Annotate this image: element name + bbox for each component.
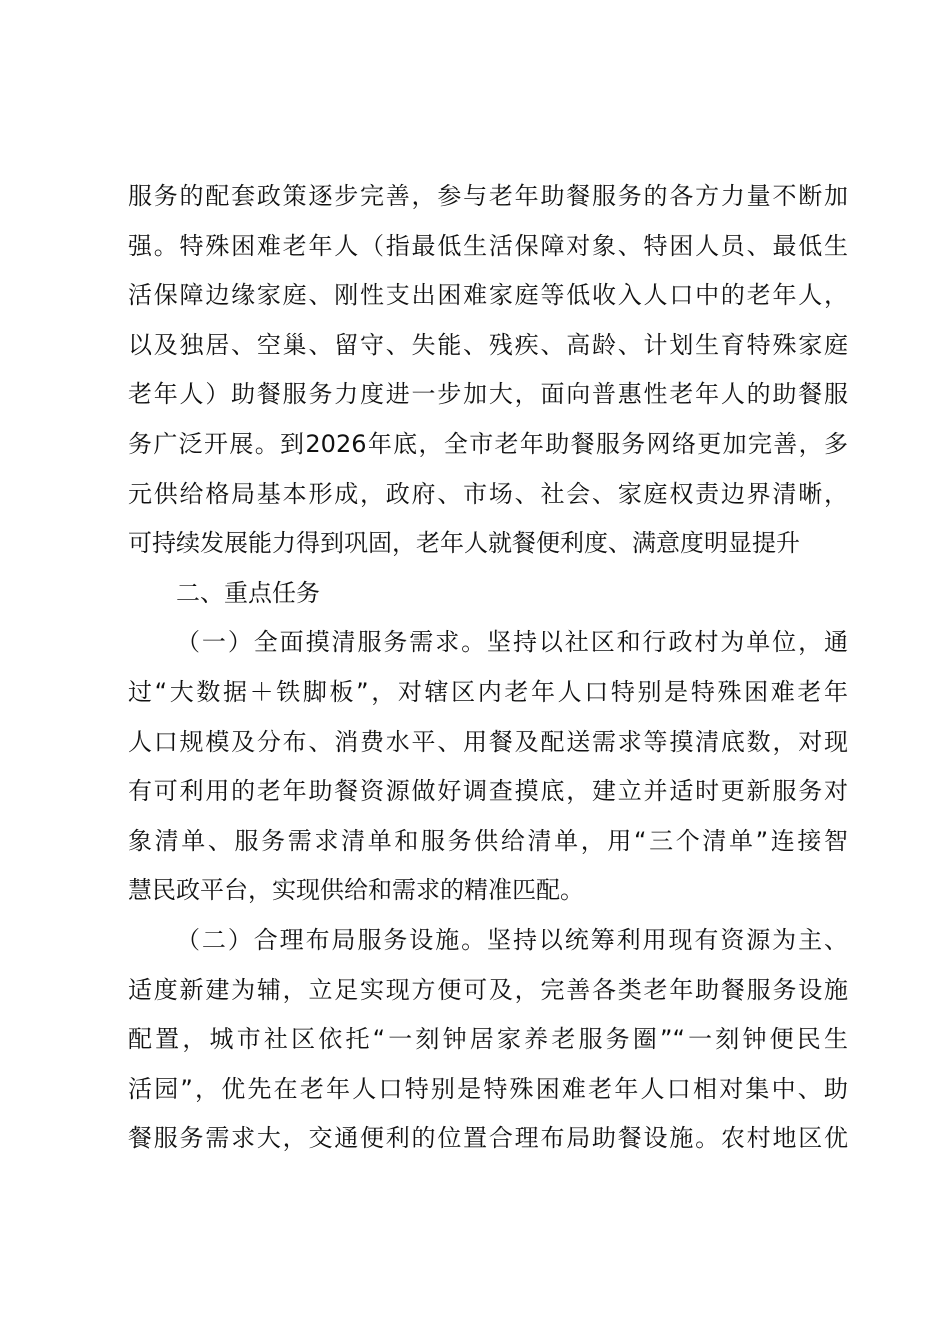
text-line: 元供给格局基本形成，政府、市场、社会、家庭权责边界清晰， <box>128 479 848 508</box>
document-body <box>128 184 848 1176</box>
text-line: 过“大数据＋铁脚板”，对辖区内老年人口特别是特殊困难老年 <box>128 677 848 706</box>
text-line: 强。特殊困难老年人（指最低生活保障对象、特困人员、最低生 <box>128 231 848 260</box>
text-line: （一）全面摸清服务需求。坚持以社区和行政村为单位，通 <box>176 628 848 657</box>
text-line: 活保障边缘家庭、刚性支出困难家庭等低收入人口中的老年人， <box>128 281 848 310</box>
text-line: 服务的配套政策逐步完善，参与老年助餐服务的各方力量不断加 <box>128 182 848 210</box>
text-line: 慧民政平台，实现供给和需求的精准匹配。 <box>128 876 584 905</box>
text-line: 活园”，优先在老年人口特别是特殊困难老年人口相对集中、助 <box>128 1074 848 1103</box>
text-line: 务广泛开展。到2026年底，全市老年助餐服务网络更加完善，多 <box>128 429 848 458</box>
text-line: 以及独居、空巢、留守、失能、残疾、高龄、计划生育特殊家庭 <box>128 330 848 359</box>
text-line: 可持续发展能力得到巩固，老年人就餐便利度、满意度明显提升 <box>128 529 800 558</box>
text-line: 老年人）助餐服务力度进一步加大，面向普惠性老年人的助餐服 <box>128 380 848 409</box>
text-line: 二、重点任务 <box>176 578 320 607</box>
text-line: 适度新建为辅，立足实现方便可及，完善各类老年助餐服务设施 <box>128 975 848 1004</box>
text-line: 人口规模及分布、消费水平、用餐及配送需求等摸清底数，对现 <box>128 727 848 756</box>
text-line: 餐服务需求大，交通便利的位置合理布局助餐设施。农村地区优 <box>128 1124 848 1153</box>
text-line: （二）合理布局服务设施。坚持以统筹利用现有资源为主、 <box>176 925 848 954</box>
text-line: 有可利用的老年助餐资源做好调查摸底，建立并适时更新服务对 <box>128 777 848 806</box>
text-line: 象清单、服务需求清单和服务供给清单，用“三个清单”连接智 <box>128 826 848 855</box>
text-line: 配置，城市社区依托“一刻钟居家养老服务圈”“一刻钟便民生 <box>128 1025 848 1054</box>
